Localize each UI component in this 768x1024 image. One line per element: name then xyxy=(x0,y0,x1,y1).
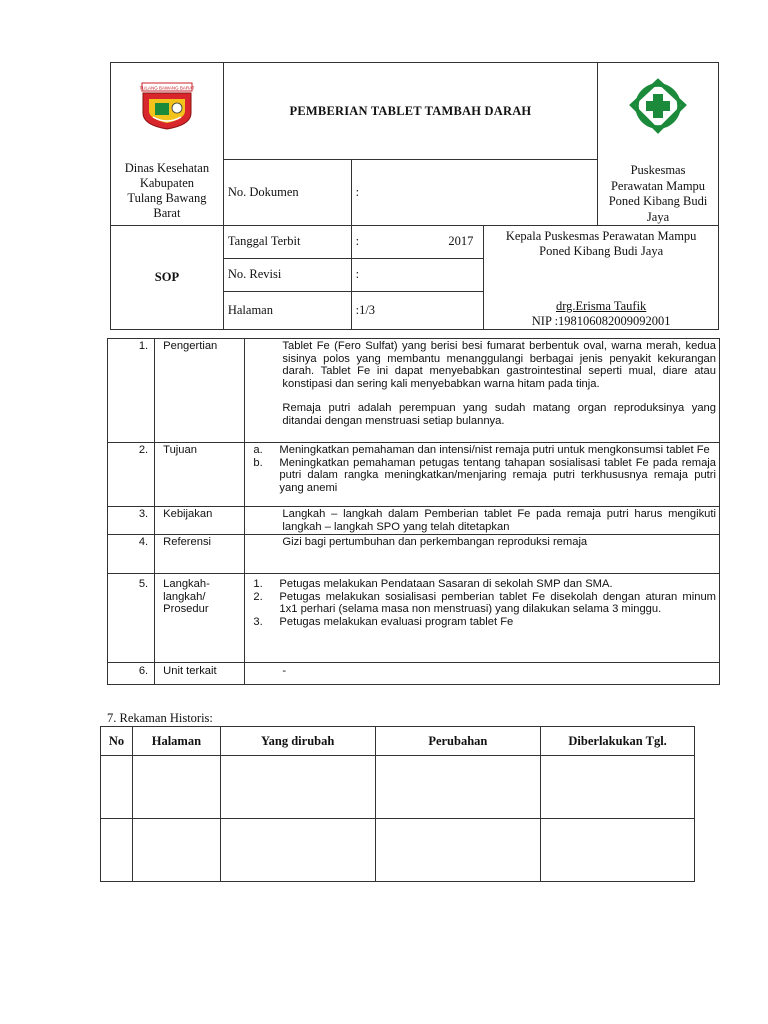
history-table xyxy=(100,726,695,882)
history-cell xyxy=(541,756,695,819)
section-number: 1. xyxy=(108,339,155,443)
history-header-diberlakukan: Diberlakukan Tgl. xyxy=(541,727,695,756)
section-label-unit-terkait: Unit terkait xyxy=(155,663,245,685)
kebijakan-text: Langkah – langkah dalam Pemberian tablet Fe pada remaja putri harus mengikuti langkah – langkah SPO yang telah ditetapkan xyxy=(245,507,720,535)
unit-terkait-text: - xyxy=(245,663,720,685)
list-marker: 1. xyxy=(253,578,263,591)
history-cell xyxy=(220,819,375,882)
prosedur-step xyxy=(253,591,716,616)
right-org-line-1: Puskesmas xyxy=(630,163,686,177)
history-row xyxy=(101,756,695,819)
right-org-line-2: Perawatan Mampu xyxy=(610,178,706,193)
label-line: langkah/ xyxy=(163,590,206,603)
section-number: 4. xyxy=(108,535,155,574)
left-org-cell xyxy=(111,63,224,226)
document-header xyxy=(110,62,719,330)
pengertian-text-2: Remaja putri adalah perempuan yang sudah matang organ reproduksinya yang ditandai dengan menstruasi setiap bulannya. xyxy=(282,402,716,427)
list-text: Meningkatkan pemahaman petugas tentang tahapan sosialisasi tablet Fe pada remaja putri dalam rangka meningkatkan/menjaring remaja putri terkhususnya remaja putri yang anemi xyxy=(279,456,716,494)
right-org-line-3: Poned Kibang Budi xyxy=(608,194,708,208)
right-org-cell xyxy=(598,63,719,226)
signer-nip: NIP :198106082009092001 xyxy=(531,314,671,328)
section-row xyxy=(108,443,720,507)
tanggal-terbit-label: Tanggal Terbit xyxy=(223,226,351,259)
approval-cell xyxy=(484,226,719,330)
list-marker: 3. xyxy=(253,615,263,628)
prosedur-step xyxy=(253,578,716,591)
no-revisi-label: No. Revisi xyxy=(223,258,351,291)
regency-logo-icon xyxy=(139,81,195,131)
section-row xyxy=(108,663,720,685)
tanggal-colon: : xyxy=(355,234,360,249)
left-org-line-1: Dinas Kesehatan xyxy=(124,161,210,175)
list-marker: a. xyxy=(253,444,263,456)
no-dokumen-label: No. Dokumen xyxy=(223,160,351,226)
no-dokumen-value: : xyxy=(351,160,597,226)
list-text: Meningkatkan pemahaman dan intensi/nist remaja putri untuk mengkonsumsi tablet Fe xyxy=(279,444,710,456)
section-row xyxy=(108,535,720,574)
left-org-line-3: Tulang Bawang xyxy=(127,191,207,205)
right-org-line-4: Jaya xyxy=(646,209,670,224)
history-header-yang-dirubah: Yang dirubah xyxy=(220,727,375,756)
section-label-prosedur xyxy=(155,574,245,663)
list-text: Petugas melakukan evaluasi program tablet Fe xyxy=(279,615,514,628)
tanggal-terbit-value: 2017 xyxy=(448,234,474,249)
kepala-line-2: Poned Kibang Budi Jaya xyxy=(539,244,664,258)
regency-logo-text: TULANG BAWANG BARAT xyxy=(139,85,195,91)
history-cell xyxy=(101,756,133,819)
section-number: 3. xyxy=(108,507,155,535)
history-cell xyxy=(101,819,133,882)
list-text: Petugas melakukan Pendataan Sasaran di sekolah SMP dan SMA. xyxy=(279,578,613,591)
puskesmas-logo-icon xyxy=(627,78,689,136)
prosedur-step xyxy=(253,616,716,629)
history-heading: 7. Rekaman Historis: xyxy=(107,711,213,725)
section-row xyxy=(108,507,720,535)
halaman-value: :1/3 xyxy=(351,291,484,329)
tujuan-item xyxy=(253,457,716,495)
history-header-perubahan: Perubahan xyxy=(375,727,541,756)
halaman-label: Halaman xyxy=(223,291,351,329)
section-number: 5. xyxy=(108,574,155,663)
section-label-pengertian: Pengertian xyxy=(155,339,245,443)
section-number: 2. xyxy=(108,443,155,507)
history-cell xyxy=(375,756,541,819)
history-cell xyxy=(375,819,541,882)
tanggal-terbit-cell xyxy=(351,226,484,259)
history-row xyxy=(101,819,695,882)
section-label-referensi: Referensi xyxy=(155,535,245,574)
label-line: Prosedur xyxy=(163,603,209,616)
left-org-line-2: Kabupaten xyxy=(139,176,194,190)
referensi-text: Gizi bagi pertumbuhan dan perkembangan reproduksi remaja xyxy=(245,535,720,574)
history-cell xyxy=(541,819,695,882)
list-marker: 2. xyxy=(253,590,263,603)
history-cell xyxy=(132,819,220,882)
sop-content-table xyxy=(107,338,720,685)
section-label-tujuan: Tujuan xyxy=(155,443,245,507)
history-header-halaman: Halaman xyxy=(132,727,220,756)
history-header-no: No xyxy=(101,727,133,756)
tujuan-item xyxy=(253,444,716,457)
no-revisi-value: : xyxy=(351,258,484,291)
section-number: 6. xyxy=(108,663,155,685)
kepala-line-1: Kepala Puskesmas Perawatan Mampu xyxy=(505,229,697,243)
history-cell xyxy=(132,756,220,819)
section-row xyxy=(108,574,720,663)
sop-label: SOP xyxy=(111,226,224,330)
section-row xyxy=(108,339,720,443)
list-text: Petugas melakukan sosialisasi pemberian tablet Fe disekolah dengan aturan minum 1x1 perhari (selama masa non menstruasi) yang dilakukan selama 3 minggu. xyxy=(279,590,716,616)
label-line: Langkah- xyxy=(163,578,210,591)
list-marker: b. xyxy=(253,456,263,469)
history-cell xyxy=(220,756,375,819)
document-title: PEMBERIAN TABLET TAMBAH DARAH xyxy=(223,63,597,160)
signer-name: drg.Erisma Taufik xyxy=(555,299,647,313)
pengertian-text-1: Tablet Fe (Fero Sulfat) yang berisi besi fumarat berbentuk oval, warna merah, kedua sisinya polos yang membantu menanggulangi berbagai jenis penyakit kekurangan darah. Tablet Fe ini dapat menyebabkan gastrointestinal seperti mual, diare atau konstipasi dan sering kali menyebabkan warna hitam pada tinja. xyxy=(282,340,716,390)
left-org-line-4: Barat xyxy=(153,206,181,220)
section-label-kebijakan: Kebijakan xyxy=(155,507,245,535)
